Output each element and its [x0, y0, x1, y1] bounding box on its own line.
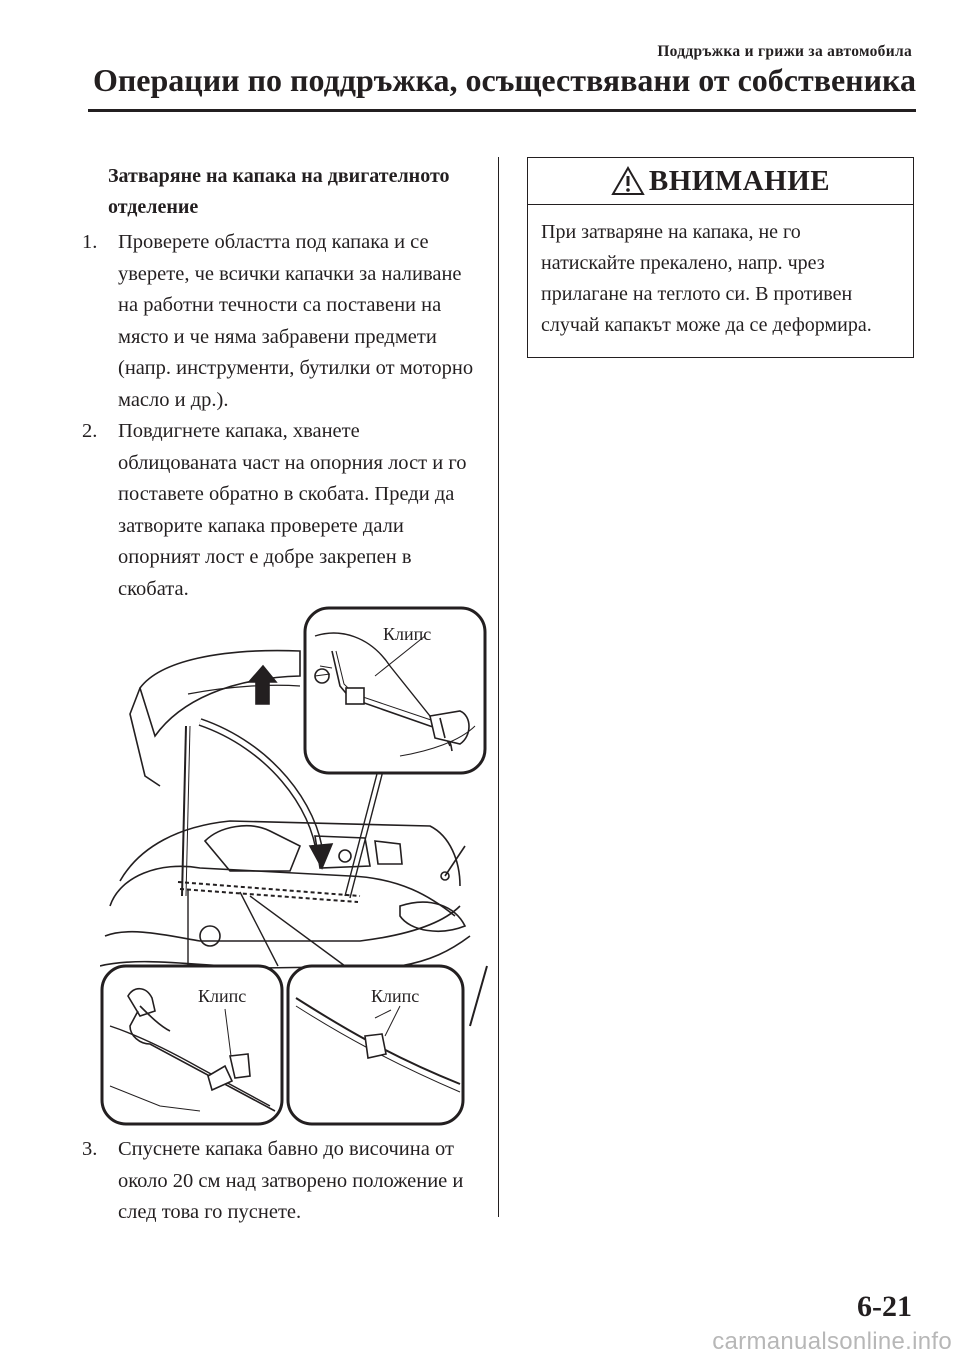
- step-item: [82, 1134, 482, 1229]
- step-text: Проверете областта под капака и се уверете, че всички капачки за наливане на работни течности са поставени на място и че няма забравени предмети (напр. инструменти, бутилки от моторно масло и др.).: [118, 231, 474, 411]
- procedure-title: Затваряне на капака на двигателното отделение: [108, 165, 450, 218]
- header-divider: [88, 109, 916, 112]
- caution-box: [527, 157, 914, 358]
- engine-bay-drawing: [100, 606, 492, 1126]
- chapter-title: Поддръжка и грижи за автомобила: [657, 43, 912, 60]
- hood-support-illustration: [100, 606, 492, 1126]
- clip-label-top: Клипс: [383, 624, 432, 644]
- warning-triangle-icon: [611, 166, 645, 196]
- steps-list: [82, 227, 482, 605]
- step-item: [82, 416, 482, 605]
- steps-list-continued: [82, 1134, 482, 1229]
- watermark: carmanualsonline.info: [712, 1328, 952, 1355]
- step-number: 1.: [82, 231, 98, 253]
- caution-title: ВНИМАНИЕ: [648, 164, 831, 197]
- clip-label-bottom-left: Клипс: [198, 986, 247, 1006]
- caution-header: [528, 158, 913, 205]
- page-number: 6-21: [857, 1290, 912, 1323]
- step-number: 2.: [82, 420, 98, 442]
- clip-label-bottom-right: Клипс: [371, 986, 420, 1006]
- step-number: 3.: [82, 1138, 98, 1160]
- step-item: [82, 227, 482, 416]
- column-divider: [498, 157, 499, 1217]
- step-text: Повдигнете капака, хванете облицованата част на опорния лост и го поставете обратно в скобата. Преди да затворите капака проверете дали опорният лост е добре закрепен в скобата.: [118, 420, 467, 600]
- caution-text: При затваряне на капака, не го натискайте прекалено, напр. чрез прилагане на теглото си. В противен случай капакът може да се деформира.: [541, 221, 872, 336]
- section-heading: Операции по поддръжка, осъществявани от собственика: [92, 62, 916, 98]
- step-text: Спуснете капака бавно до височина от около 20 см над затворено положение и след това го пуснете.: [118, 1138, 464, 1223]
